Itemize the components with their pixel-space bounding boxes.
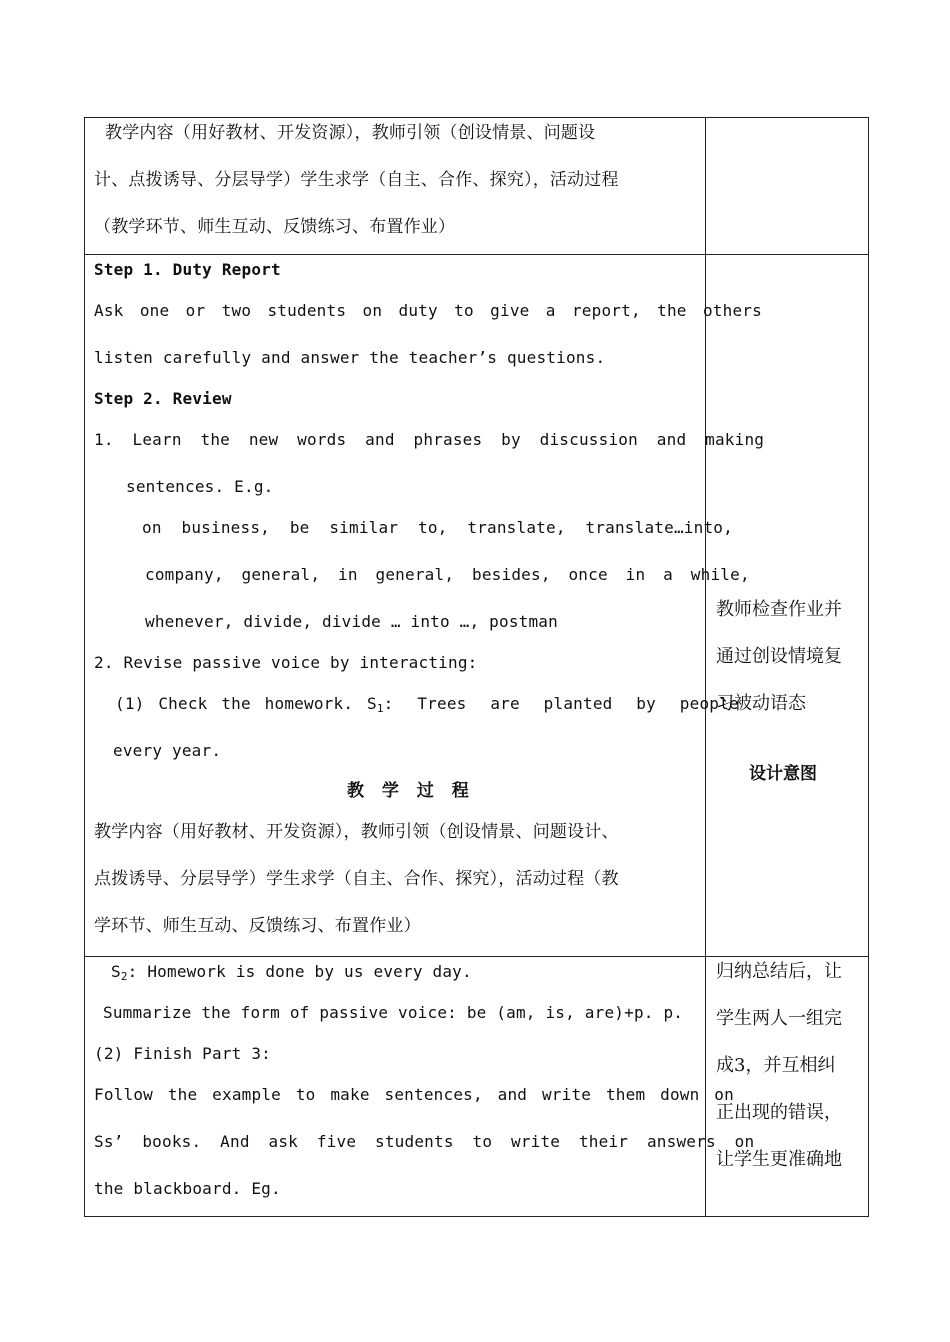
header-repeat-line-1: 教学内容（用好教材、开发资源），教师引领（创设情景、问题设计、 <box>94 822 619 842</box>
follow-line-2: Ss’ books. And ask five students to write their answers on <box>94 1132 755 1151</box>
summary-side-cell <box>706 957 869 1217</box>
header-row <box>85 118 869 255</box>
sub1-text-b: : Trees are planted by people <box>383 694 739 713</box>
design-intent-cell <box>706 255 869 957</box>
step2-item1-line-1: 1. Learn the new words and phrases by discussion and making <box>94 430 765 449</box>
side-row3-line-5: 让学生更准确地 <box>716 1149 842 1170</box>
s2-text-b: : Homework is done by us every day. <box>127 962 472 981</box>
header-line-1: 教学内容（用好教材、开发资源），教师引领（创设情景、问题设 <box>105 123 596 143</box>
words-line-1: on business, be similar to, translate, translate…into, <box>142 518 733 537</box>
follow-line-3: the blackboard. Eg. <box>94 1179 281 1198</box>
intent-line-1: 教师检查作业并 <box>716 599 842 620</box>
side-row3-line-1: 归纳总结后，让 <box>716 961 842 982</box>
header-side-cell <box>706 118 869 255</box>
header-line-3: （教学环节、师生互动、反馈练习、布置作业） <box>94 217 456 237</box>
process-heading: 教 学 过 程 <box>347 781 475 801</box>
step2-title: Step 2. Review <box>94 389 232 408</box>
step1-title: Step 1. Duty Report <box>94 260 281 279</box>
words-line-2: company, general, in general, besides, once in a while, <box>145 565 750 584</box>
side-row3-line-4: 正出现的错误， <box>716 1102 842 1123</box>
step1-line-1-text: Ask one or two students on duty to give a report, the others <box>94 301 762 320</box>
header-cell <box>85 118 706 255</box>
s2-line <box>111 962 472 987</box>
summary-line: Summarize the form of passive voice: be (am, is, are)+p. p. <box>103 1003 684 1022</box>
header-repeat-line-2: 点拨诱导、分层导学）学生求学（自主、合作、探究），活动过程（教 <box>94 869 619 889</box>
header-repeat-line-3: 学环节、师生互动、反馈练习、布置作业） <box>94 916 421 936</box>
step2-item1-line-2: sentences. E.g. <box>126 477 274 496</box>
step2-sub1-line-1 <box>115 694 739 719</box>
intent-line-2: 通过创设情境复 <box>716 646 842 667</box>
design-intent-heading: 设计意图 <box>749 764 817 784</box>
step1-line-1 <box>94 301 762 321</box>
header-line-2: 计、点拨诱导、分层导学）学生求学（自主、合作、探究），活动过程 <box>94 170 619 190</box>
lesson-plan-table <box>84 117 869 1217</box>
s2-subscript: 2 <box>120 970 128 983</box>
words-line-3: whenever, divide, divide … into …, postman <box>145 612 558 631</box>
side-row3-line-2: 学生两人一组完 <box>716 1008 842 1029</box>
sub1-text-a: (1) Check the homework. S <box>115 694 377 713</box>
step2-item2: 2. Revise passive voice by interacting: <box>94 653 478 672</box>
summary-row <box>85 957 869 1217</box>
follow-line-1: Follow the example to make sentences, and write them down on <box>94 1085 734 1104</box>
side-row3-line-3: 成3，并互相纠 <box>716 1055 836 1076</box>
step2-sub1-line-2: every year. <box>113 741 222 760</box>
step1-line-2: listen carefully and answer the teacher’s questions. <box>94 348 606 367</box>
intent-line-3: 习被动语态 <box>716 693 806 714</box>
finish-line: (2) Finish Part 3: <box>94 1044 271 1063</box>
s2-text-a: S <box>111 962 121 981</box>
summary-cell <box>85 957 755 1217</box>
sub1-subscript: 1 <box>376 702 384 715</box>
steps-row <box>85 255 869 957</box>
